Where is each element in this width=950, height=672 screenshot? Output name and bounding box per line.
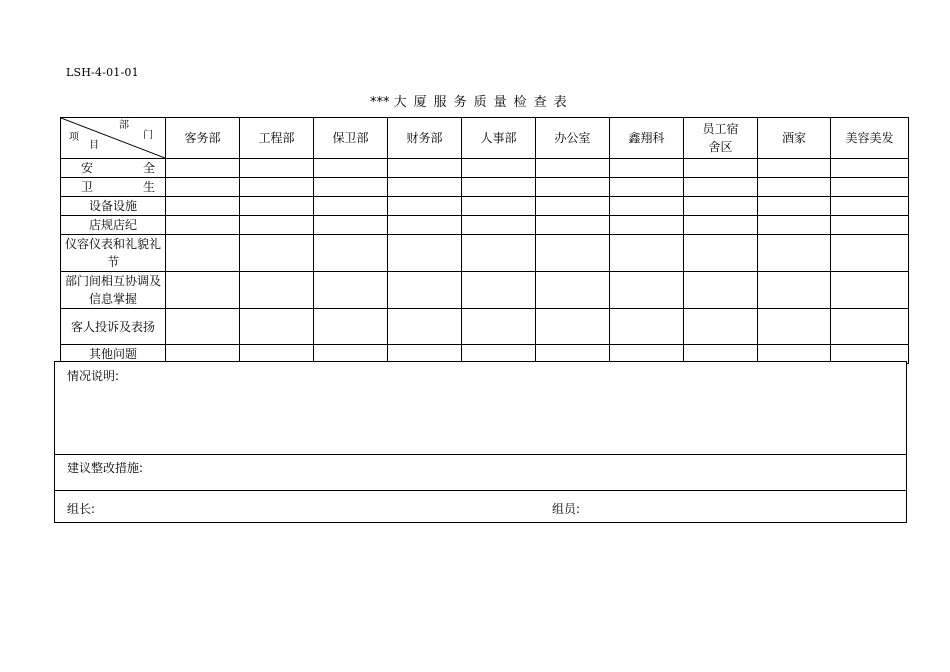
- notes-section: [54, 361, 907, 523]
- table-row: [61, 178, 909, 197]
- score-cell[interactable]: [166, 159, 240, 178]
- score-cell[interactable]: [831, 216, 909, 235]
- header-row: [61, 118, 909, 159]
- score-cell[interactable]: [610, 272, 684, 309]
- row-label-char: 全: [142, 161, 155, 175]
- dept-header: 财务部: [388, 118, 462, 159]
- row-label-coordination: 部门间相互协调及信息掌握: [61, 272, 166, 309]
- score-cell[interactable]: [758, 197, 831, 216]
- score-cell[interactable]: [240, 197, 314, 216]
- score-cell[interactable]: [240, 309, 314, 345]
- score-cell[interactable]: [536, 309, 610, 345]
- score-cell[interactable]: [314, 197, 388, 216]
- corner-dept-char-1: 部: [119, 120, 129, 131]
- row-label-hygiene: [61, 178, 166, 197]
- table-row: [61, 235, 909, 272]
- dept-header: 保卫部: [314, 118, 388, 159]
- score-cell[interactable]: [462, 197, 536, 216]
- score-cell[interactable]: [240, 159, 314, 178]
- corner-item-char-2: 目: [89, 140, 99, 151]
- row-label-appearance: 仪容仪表和礼貌礼节: [61, 235, 166, 272]
- score-cell[interactable]: [536, 159, 610, 178]
- corner-dept-char-2: 门: [143, 130, 153, 141]
- score-cell[interactable]: [240, 178, 314, 197]
- score-cell[interactable]: [314, 216, 388, 235]
- score-cell[interactable]: [758, 216, 831, 235]
- score-cell[interactable]: [536, 178, 610, 197]
- score-cell[interactable]: [831, 197, 909, 216]
- table-row: [61, 159, 909, 178]
- score-cell[interactable]: [388, 178, 462, 197]
- score-cell[interactable]: [462, 216, 536, 235]
- corner-header-cell: [61, 118, 166, 159]
- inspection-table: [60, 117, 909, 364]
- corner-item-char-1: 项: [69, 132, 79, 143]
- score-cell[interactable]: [831, 235, 909, 272]
- score-cell[interactable]: [240, 216, 314, 235]
- score-cell[interactable]: [610, 216, 684, 235]
- document-code: LSH-4-01-01: [66, 66, 139, 79]
- score-cell[interactable]: [536, 272, 610, 309]
- score-cell[interactable]: [462, 159, 536, 178]
- title-prefix: ***: [370, 95, 390, 110]
- score-cell[interactable]: [388, 235, 462, 272]
- dept-header: 酒家: [758, 118, 831, 159]
- score-cell[interactable]: [166, 178, 240, 197]
- table-row: [61, 216, 909, 235]
- row-label-rules: 店规店纪: [61, 216, 166, 235]
- score-cell[interactable]: [536, 235, 610, 272]
- score-cell[interactable]: [831, 159, 909, 178]
- score-cell[interactable]: [166, 235, 240, 272]
- score-cell[interactable]: [314, 272, 388, 309]
- signature-row: [55, 490, 906, 523]
- score-cell[interactable]: [388, 197, 462, 216]
- score-cell[interactable]: [684, 159, 758, 178]
- score-cell[interactable]: [610, 159, 684, 178]
- dept-header: 办公室: [536, 118, 610, 159]
- score-cell[interactable]: [314, 309, 388, 345]
- score-cell[interactable]: [314, 178, 388, 197]
- table-row: [61, 309, 909, 345]
- score-cell[interactable]: [462, 235, 536, 272]
- score-cell[interactable]: [758, 272, 831, 309]
- score-cell[interactable]: [462, 309, 536, 345]
- dept-header: 鑫翔科: [610, 118, 684, 159]
- page-title: [370, 91, 574, 110]
- score-cell[interactable]: [758, 309, 831, 345]
- score-cell[interactable]: [240, 272, 314, 309]
- dept-header: 人事部: [462, 118, 536, 159]
- row-label-char: 生: [142, 180, 155, 194]
- row-label-safety: [61, 159, 166, 178]
- score-cell[interactable]: [831, 178, 909, 197]
- score-cell[interactable]: [831, 272, 909, 309]
- score-cell[interactable]: [536, 216, 610, 235]
- score-cell[interactable]: [314, 235, 388, 272]
- leader-label: 组长:: [67, 502, 96, 516]
- member-label: 组员:: [552, 502, 581, 516]
- score-cell[interactable]: [758, 235, 831, 272]
- score-cell[interactable]: [831, 309, 909, 345]
- title-text: 大厦服务质量检查表: [393, 95, 574, 110]
- score-cell[interactable]: [684, 216, 758, 235]
- table-row: [61, 197, 909, 216]
- suggestion-box[interactable]: [55, 454, 906, 491]
- suggestion-label: 建议整改措施:: [67, 461, 144, 475]
- score-cell[interactable]: [388, 159, 462, 178]
- dept-header: 工程部: [240, 118, 314, 159]
- dept-header: 客务部: [166, 118, 240, 159]
- score-cell[interactable]: [388, 272, 462, 309]
- score-cell[interactable]: [684, 197, 758, 216]
- score-cell[interactable]: [314, 159, 388, 178]
- score-cell[interactable]: [610, 197, 684, 216]
- dept-header: 美容美发: [831, 118, 909, 159]
- score-cell[interactable]: [610, 178, 684, 197]
- score-cell[interactable]: [240, 235, 314, 272]
- score-cell[interactable]: [166, 309, 240, 345]
- score-cell[interactable]: [684, 309, 758, 345]
- score-cell[interactable]: [758, 159, 831, 178]
- score-cell[interactable]: [684, 272, 758, 309]
- score-cell[interactable]: [684, 178, 758, 197]
- row-label-char: 卫: [81, 180, 94, 194]
- score-cell[interactable]: [610, 235, 684, 272]
- situation-label: 情况说明:: [67, 369, 120, 383]
- score-cell[interactable]: [758, 178, 831, 197]
- row-label-other: 其他问题: [61, 345, 166, 364]
- dept-header: 员工宿舍区: [684, 118, 758, 159]
- score-cell[interactable]: [166, 216, 240, 235]
- score-cell[interactable]: [388, 309, 462, 345]
- score-cell[interactable]: [684, 235, 758, 272]
- row-label-char: 安: [81, 161, 94, 175]
- score-cell[interactable]: [462, 272, 536, 309]
- row-label-equipment: 设备设施: [61, 197, 166, 216]
- score-cell[interactable]: [610, 309, 684, 345]
- score-cell[interactable]: [462, 178, 536, 197]
- score-cell[interactable]: [536, 197, 610, 216]
- situation-box[interactable]: [55, 362, 906, 455]
- table-row: [61, 272, 909, 309]
- row-label-complaints: 客人投诉及表扬: [61, 309, 166, 345]
- score-cell[interactable]: [166, 272, 240, 309]
- score-cell[interactable]: [166, 197, 240, 216]
- score-cell[interactable]: [388, 216, 462, 235]
